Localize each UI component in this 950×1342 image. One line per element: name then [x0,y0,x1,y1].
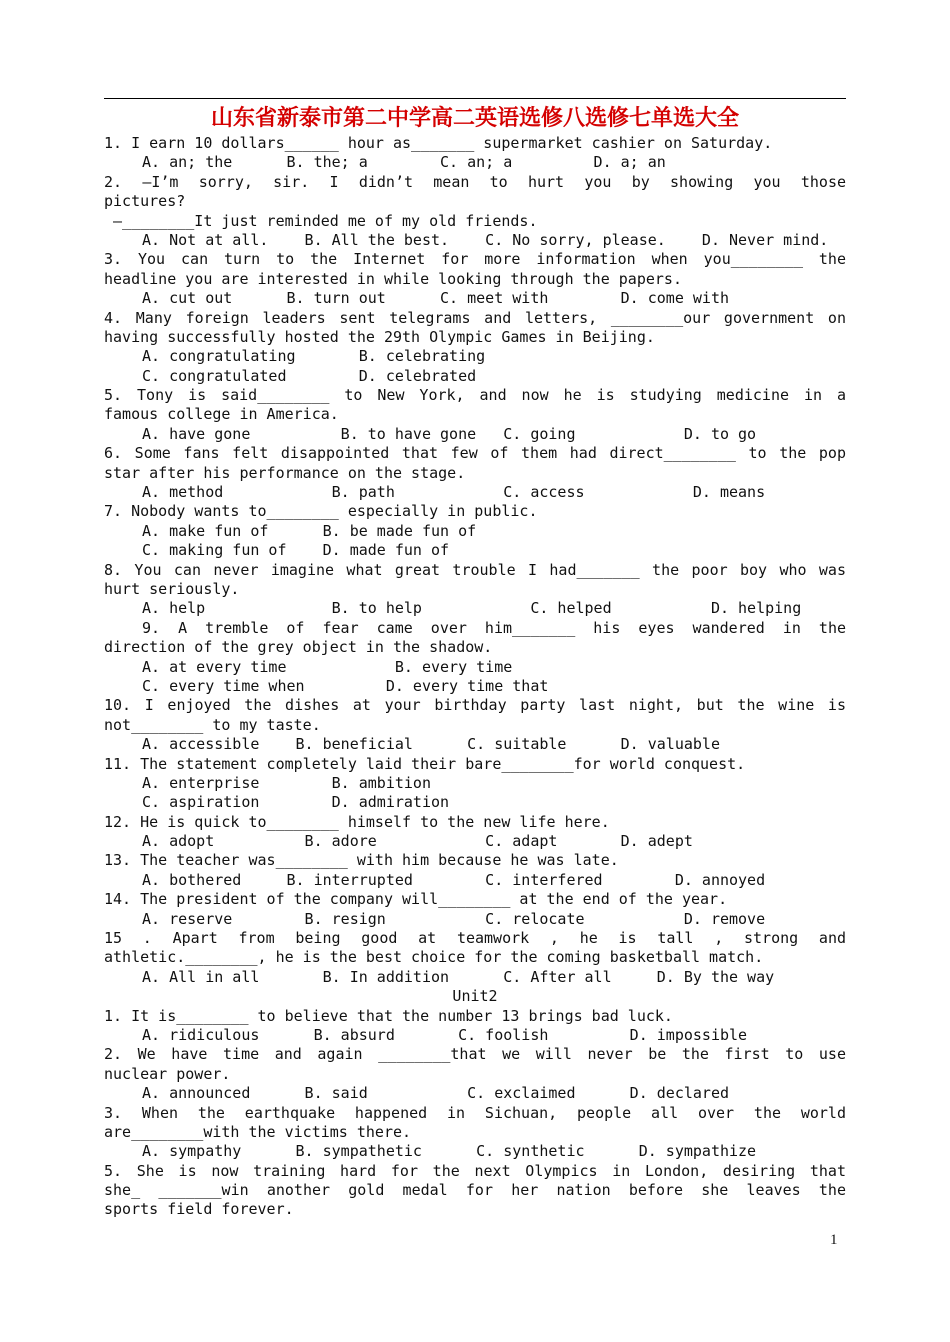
text-line: 7. Nobody wants to________ especially in public. [104,502,538,521]
text-line: 15 . Apart from being good at teamwork , he is tall , strong and [104,929,846,948]
text-line: A. bothered B. interrupted C. interfered D. annoyed [142,870,766,889]
text-line: she_ _______win another gold medal for her nation before she leaves the [104,1181,846,1200]
text-line: 14. The president of the company will________ at the end of the year. [104,890,728,909]
document-body [104,134,846,1220]
text-line: 5. Tony is said________ to New York, and now he is studying medicine in a [104,386,846,405]
text-line: 9. A tremble of fear came over him_______ his eyes wandered in the [142,618,846,637]
text-line: having successfully hosted the 29th Olympic Games in Beijing. [104,327,655,346]
text-line: 2. We have time and again ________that we will never be the first to use [104,1045,846,1064]
text-line: 12. He is quick to________ himself to the new life here. [104,812,610,831]
text-line: A. an; the B. the; a C. an; a D. a; an [142,153,666,172]
text-line: A. congratulating B. celebrating [142,347,486,366]
text-line: 3. When the earthquake happened in Sichuan, people all over the world [104,1103,846,1122]
text-line: C. every time when D. every time that [142,676,549,695]
text-line: hurt seriously. [104,579,240,598]
text-line: headline you are interested in while looking through the papers. [104,269,682,288]
text-line: 5. She is now training hard for the next Olympics in London, desiring that [104,1161,846,1180]
text-line: A. help B. to help C. helped D. helping [142,599,802,618]
text-line: C. congratulated D. celebrated [142,366,477,385]
text-line: A. have gone B. to have gone C. going D. to go [142,424,757,443]
text-line: nuclear power. [104,1064,231,1083]
text-line: A. ridiculous B. absurd C. foolish D. impossible [142,1025,748,1044]
text-line: sports field forever. [104,1200,294,1219]
page-title: 山东省新泰市第二中学高二英语选修八选修七单选大全 [210,105,739,131]
text-line: athletic.________, he is the best choice for the coming basketball match. [104,948,764,967]
text-line: C. making fun of D. made fun of [142,541,450,560]
header-rule [104,98,846,99]
text-line: are________with the victims there. [104,1122,412,1141]
text-line: 10. I enjoyed the dishes at your birthday party last night, but the wine is [104,696,846,715]
text-line: A. sympathy B. sympathetic C. synthetic D. sympathize [142,1142,757,1161]
text-line: pictures? [104,192,186,211]
text-line: A. Not at all. B. All the best. C. No sorry, please. D. Never mind. [142,230,829,249]
text-line: A. reserve B. resign C. relocate D. remove [142,909,766,928]
text-line: 6. Some fans felt disappointed that few of them had direct________ to the pop [104,444,846,463]
text-line: star after his performance on the stage. [104,463,466,482]
text-line: 3. You can turn to the Internet for more information when you________ the [104,250,846,269]
text-line: A. adopt B. adore C. adapt D. adept [142,832,693,851]
text-line: C. aspiration D. admiration [142,793,450,812]
page-number: 1 [830,1232,838,1248]
text-line: Unit2 [452,987,498,1006]
text-line: direction of the grey object in the shadow. [104,638,493,657]
text-line: A. method B. path C. access D. means [142,483,766,502]
text-line: —________It just reminded me of my old friends. [104,211,538,230]
text-line: A. announced B. said C. exclaimed D. declared [142,1084,729,1103]
text-line: not________ to my taste. [104,715,321,734]
text-line: A. All in all B. In addition C. After all D. By the way [142,967,775,986]
text-line: 8. You can never imagine what great trouble I had_______ the poor boy who was [104,560,846,579]
text-line: 2. —I’m sorry, sir. I didn’t mean to hurt you by showing you those [104,172,846,191]
text-line: A. accessible B. beneficial C. suitable D. valuable [142,735,720,754]
text-line: A. at every time B. every time [142,657,513,676]
text-line: A. enterprise B. ambition [142,773,431,792]
text-line: 4. Many foreign leaders sent telegrams and letters, ________our government on [104,308,846,327]
text-line: A. cut out B. turn out C. meet with D. come with [142,289,729,308]
text-line: A. make fun of B. be made fun of [142,521,477,540]
text-line: famous college in America. [104,405,339,424]
text-line: 1. I earn 10 dollars______ hour as_______ supermarket cashier on Saturday. [104,134,773,152]
text-line: 13. The teacher was________ with him because he was late. [104,851,619,870]
text-line: 11. The statement completely laid their bare________for world conquest. [104,754,746,773]
text-line: 1. It is________ to believe that the number 13 brings bad luck. [104,1006,673,1025]
